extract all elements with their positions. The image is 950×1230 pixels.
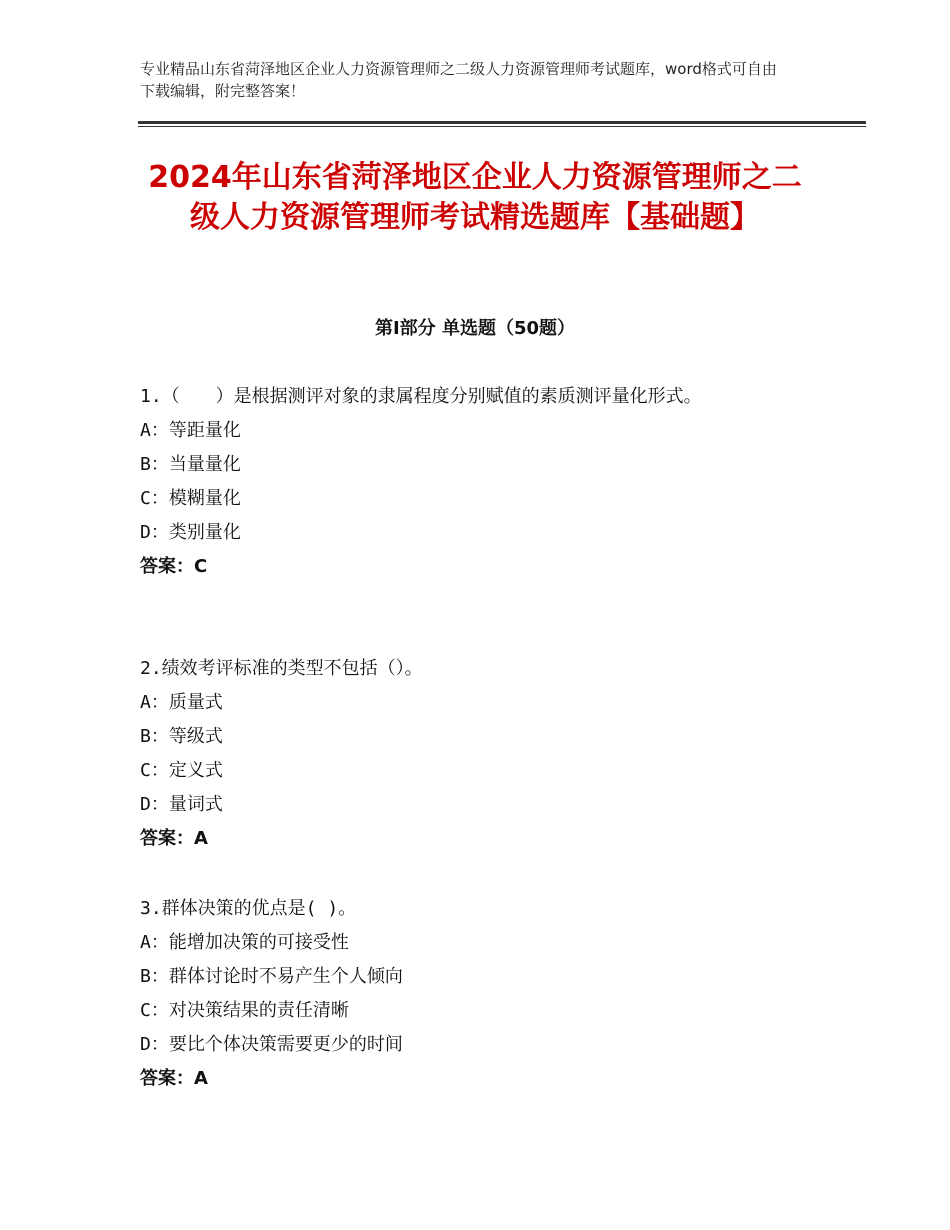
option-c: C：定义式 <box>140 760 223 781</box>
section-title: 第Ⅰ部分 单选题（50题） <box>374 318 575 339</box>
option-b: B：群体讨论时不易产生个人倾向 <box>140 966 403 987</box>
option-a: A：等距量化 <box>140 420 241 441</box>
option-a: A：能增加决策的可接受性 <box>140 932 349 953</box>
option-d: D：要比个体决策需要更少的时间 <box>140 1034 403 1055</box>
answer: 答案：A <box>140 828 208 849</box>
option-c: C：对决策结果的责任清晰 <box>140 1000 349 1021</box>
document-title: 2024年山东省菏泽地区企业人力资源管理师之二级人力资源管理师考试精选题库【基础题】 <box>148 160 802 235</box>
option-b: B：当量量化 <box>140 454 241 475</box>
header-note: 专业精品山东省菏泽地区企业人力资源管理师之二级人力资源管理师考试题库，word格式可自由下载编辑，附完整答案！ <box>140 60 777 100</box>
header-divider-thick <box>138 121 866 124</box>
question-stem: 3.群体决策的优点是( )。 <box>140 898 357 919</box>
answer: 答案：A <box>140 1068 208 1089</box>
option-a: A：质量式 <box>140 692 223 713</box>
option-d: D：类别量化 <box>140 522 241 543</box>
answer: 答案：C <box>140 556 208 577</box>
header-divider-thin <box>138 126 866 127</box>
question-1 <box>140 380 800 584</box>
option-d: D：量词式 <box>140 794 223 815</box>
question-stem: 1.（ ）是根据测评对象的隶属程度分别赋值的素质测评量化形式。 <box>140 386 702 407</box>
option-b: B：等级式 <box>140 726 223 747</box>
option-c: C：模糊量化 <box>140 488 241 509</box>
question-2 <box>140 652 800 856</box>
question-stem: 2.绩效考评标准的类型不包括（）。 <box>140 658 423 679</box>
question-3 <box>140 892 800 1096</box>
